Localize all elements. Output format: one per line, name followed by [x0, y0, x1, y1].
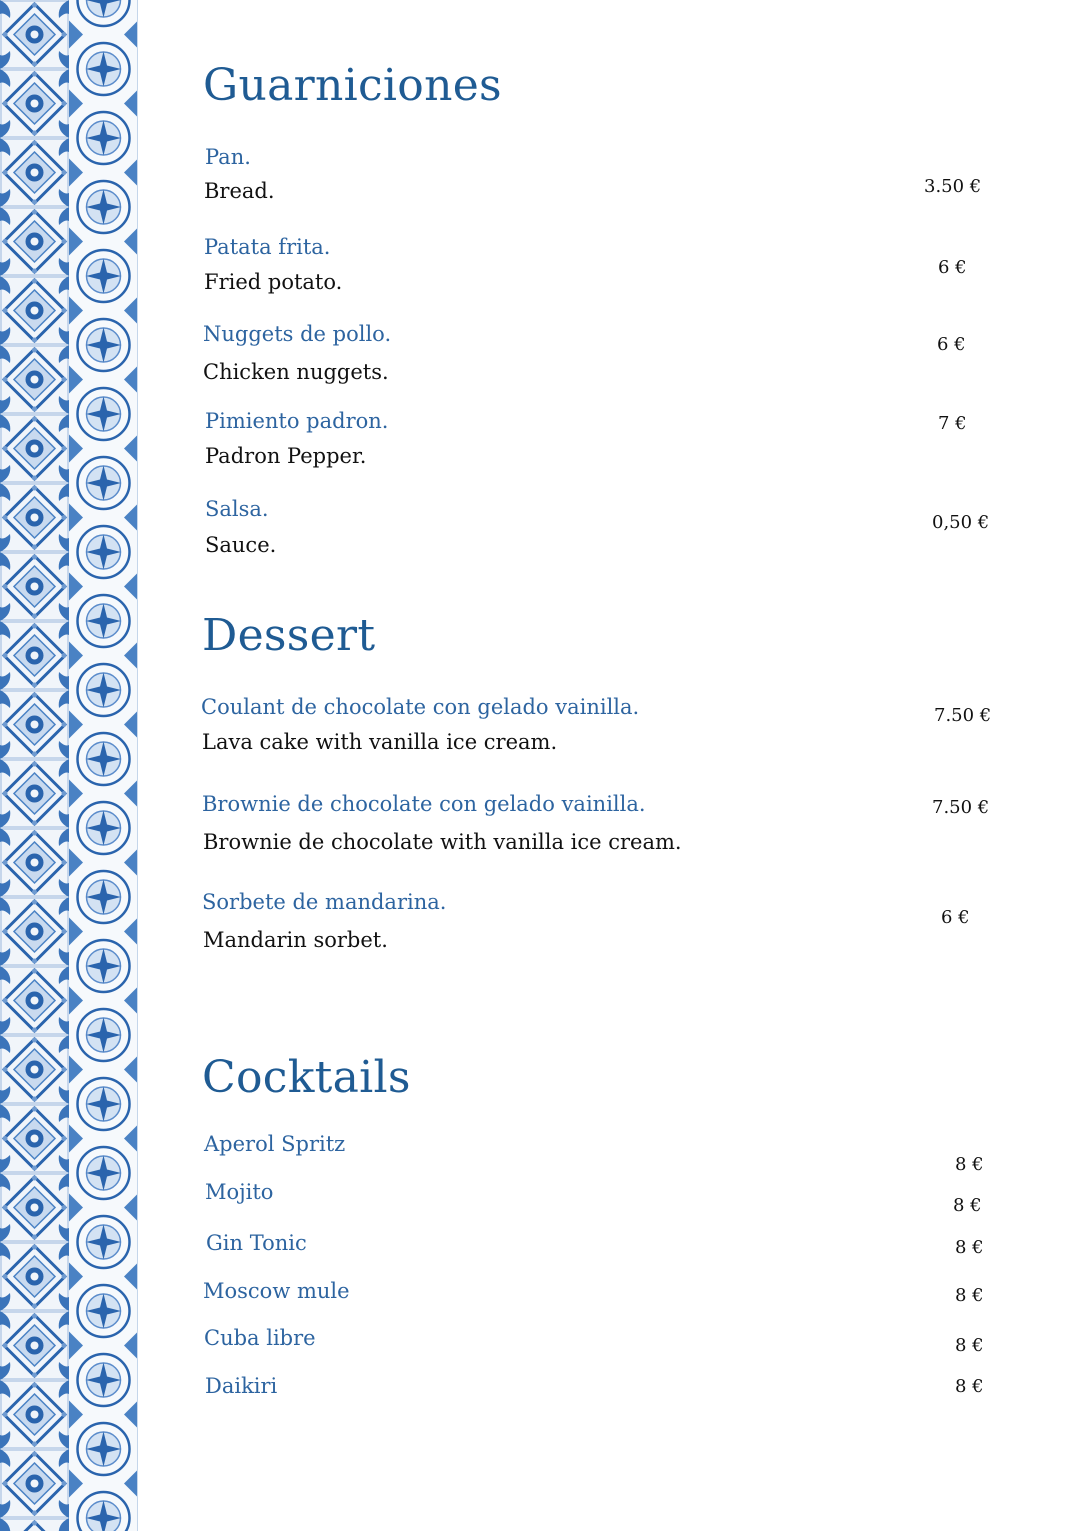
cocktail-name: Mojito: [205, 1180, 274, 1204]
cocktail-name: Cuba libre: [204, 1326, 316, 1350]
item-name-en: Sauce.: [205, 533, 277, 557]
section-title-guarniciones: Guarniciones: [203, 60, 502, 111]
item-price: 7.50 €: [932, 797, 990, 818]
item-price: 8 €: [955, 1154, 984, 1175]
item-name-es: Brownie de chocolate con gelado vainilla.: [202, 792, 646, 816]
cocktail-name: Aperol Spritz: [204, 1132, 346, 1156]
item-name-es: Nuggets de pollo.: [203, 322, 392, 346]
item-name-es: Sorbete de mandarina.: [202, 890, 447, 914]
item-price: 7 €: [938, 413, 967, 434]
section-title-dessert: Dessert: [202, 610, 376, 661]
item-name-es: Salsa.: [205, 497, 269, 521]
item-name-en: Lava cake with vanilla ice cream.: [202, 730, 558, 754]
item-name-en: Chicken nuggets.: [203, 360, 389, 384]
section-title-cocktails: Cocktails: [202, 1052, 411, 1103]
item-price: 8 €: [955, 1376, 984, 1397]
item-price: 8 €: [953, 1195, 982, 1216]
item-name-en: Padron Pepper.: [205, 444, 367, 468]
item-price: 6 €: [937, 334, 966, 355]
item-price: 7.50 €: [934, 705, 992, 726]
item-price: 6 €: [941, 907, 970, 928]
item-price: 8 €: [955, 1285, 984, 1306]
item-name-es: Pimiento padron.: [205, 409, 389, 433]
item-name-en: Fried potato.: [204, 270, 343, 294]
azulejo-tile-strip: [0, 0, 138, 1531]
item-name-en: Bread.: [204, 179, 275, 203]
item-name-es: Pan.: [205, 145, 251, 169]
item-price: 8 €: [955, 1335, 984, 1356]
item-name-en: Brownie de chocolate with vanilla ice cream.: [203, 830, 682, 854]
item-price: 3.50 €: [924, 176, 982, 197]
azulejo-pattern-icon: [0, 0, 138, 1531]
cocktail-name: Daikiri: [205, 1374, 278, 1398]
item-name-en: Mandarin sorbet.: [203, 928, 388, 952]
item-price: 6 €: [938, 257, 967, 278]
item-name-es: Patata frita.: [204, 235, 331, 259]
item-price: 8 €: [955, 1237, 984, 1258]
cocktail-name: Moscow mule: [203, 1279, 350, 1303]
item-name-es: Coulant de chocolate con gelado vainilla.: [201, 695, 640, 719]
cocktail-name: Gin Tonic: [206, 1231, 307, 1255]
item-price: 0,50 €: [932, 512, 990, 533]
